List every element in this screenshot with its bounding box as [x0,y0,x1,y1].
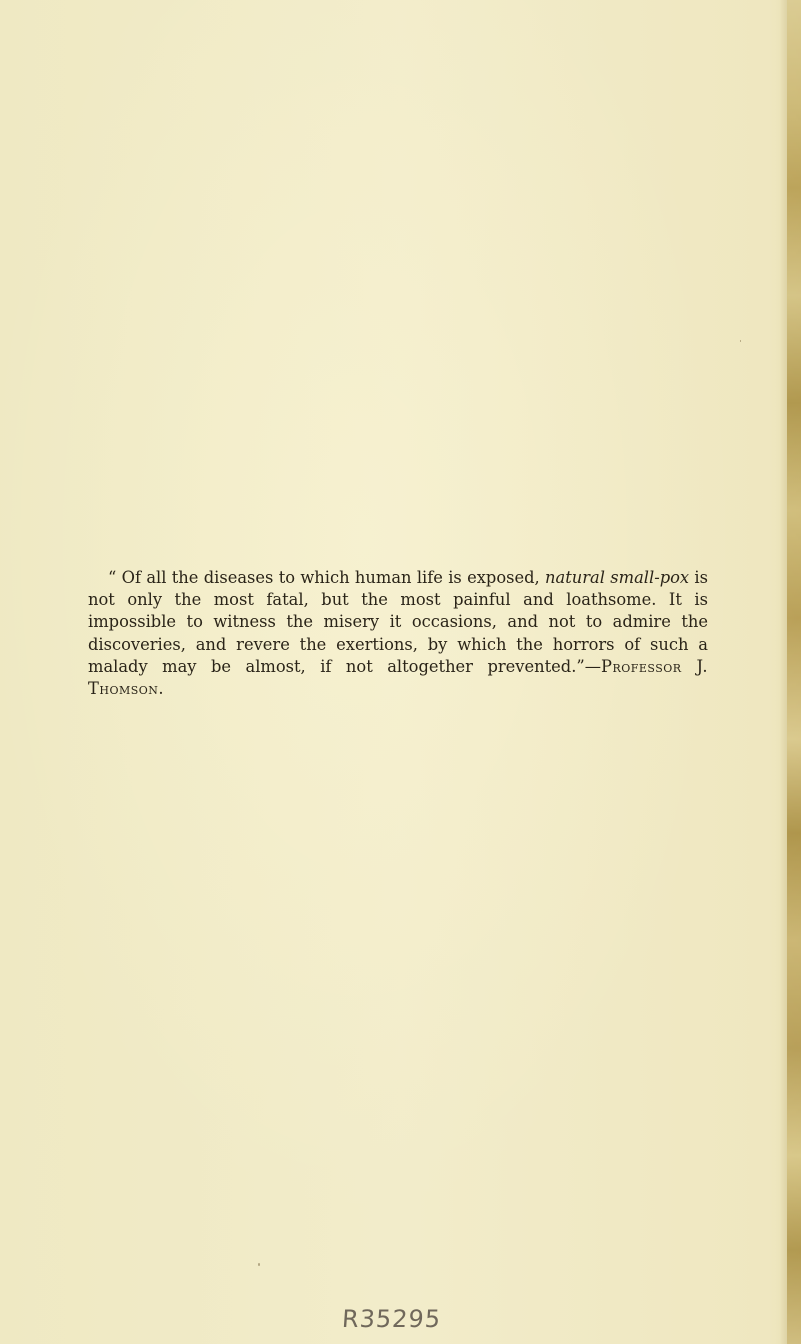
quote-opening: “ Of all the diseases to which human life is exposed, [108,568,540,587]
quote-emphasis: natural small-pox [545,568,690,587]
epigraph-quote [88,567,708,700]
show-through-text [280,70,303,121]
paper-speck [740,340,741,342]
page-edge [787,0,801,1344]
quote-body: is not only the most fatal, but the most painful and loathsome. It is impossible to witness the misery it occasions, and not to admire the discoveries, and revere the exertions, by which the horrors of such a malady may be almost, if not altogether prevented.”— [88,568,708,676]
paper-speck [258,1263,260,1266]
quote-attribution: Professor J. Thomson. [88,656,708,699]
library-shelfmark: R35295 [341,1305,443,1333]
